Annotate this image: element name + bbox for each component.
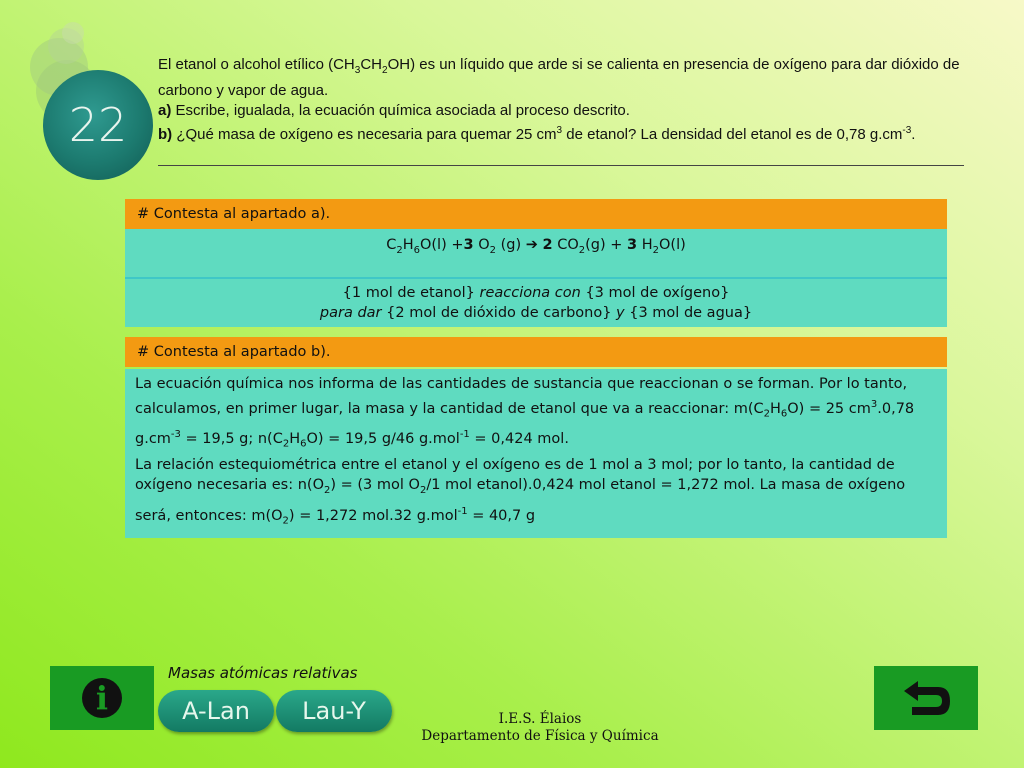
answer-a-header: # Contesta al apartado a).	[125, 199, 947, 229]
answer-b-header: # Contesta al apartado b).	[125, 337, 947, 367]
separator-line	[158, 165, 964, 166]
stoichiometric-relation: {1 mol de etanol} reacciona con {3 mol de oxígeno} para dar {2 mol de dióxido de carbono} y {3 mol de agua}	[125, 279, 947, 327]
problem-part-a: a) Escribe, igualada, la ecuación química asociada al proceso descrito.	[158, 102, 630, 119]
decor-bubble	[62, 22, 84, 44]
answer-a-panel	[125, 199, 947, 327]
a-lan-button[interactable]: A-Lan	[158, 690, 274, 732]
school-name: I.E.S. Élaios	[498, 711, 582, 727]
chemical-equation: $C_2H_6O(l) +3$ $O_2$ (g) ➔ 2 $CO_2(g) + 3$ $H_2O(l)$	[125, 229, 947, 277]
footer-credits	[380, 711, 700, 745]
problem-number: 22	[43, 70, 153, 180]
info-button[interactable]	[50, 666, 154, 730]
problem-part-b: b) ¿Qué masa de oxígeno es necesaria para quemar 25 $cm^3$ de etanol? La densidad del etanol es de 0,78 $g.cm^{-3}$.	[158, 125, 916, 143]
back-button[interactable]	[874, 666, 978, 730]
department-name: Departamento de Física y Química	[421, 728, 659, 744]
info-icon: i	[82, 678, 122, 718]
return-arrow-icon	[898, 675, 954, 721]
lau-y-button[interactable]: Lau-Y	[276, 690, 392, 732]
arrow-icon: ➔	[525, 237, 538, 253]
atomic-masses-label: Masas atómicas relativas	[168, 664, 358, 682]
problem-statement	[158, 55, 968, 145]
problem-intro: El etanol o alcohol etílico $(CH_3CH_2OH)$ es un líquido que arde si se calienta en presencia de oxígeno para dar dióxido de carbono y vapor de agua.	[158, 56, 960, 99]
answer-b-solution: La ecuación química nos informa de las cantidades de sustancia que reaccionan o se forman. Por lo tanto, calculamos, en primer lugar, la masa y la cantidad de etanol que va a reaccionar: $m(C_2H_6O) = 25$ $cm^3.0,78$ $g.cm^{-3} = 19,5$ g; $n(C_2H_6O) = 19,5$ g/46 g.mol$^{-1}$ = 0,424 mol. La relación estequiométrica entre el etanol y el oxígeno es de 1 mol a 3 mol; por lo tanto, la cantidad de oxígeno necesaria es: $n(O_2) = (3$ mol $O_2/1$ mol etanol).0,424 mol etanol = 1,272 mol. La masa de oxígeno será, entonces: $m(O_2) = 1,272$ mol.32 g.mol$^{-1}$ = 40,7 g	[125, 369, 947, 538]
answer-b-panel	[125, 337, 947, 538]
